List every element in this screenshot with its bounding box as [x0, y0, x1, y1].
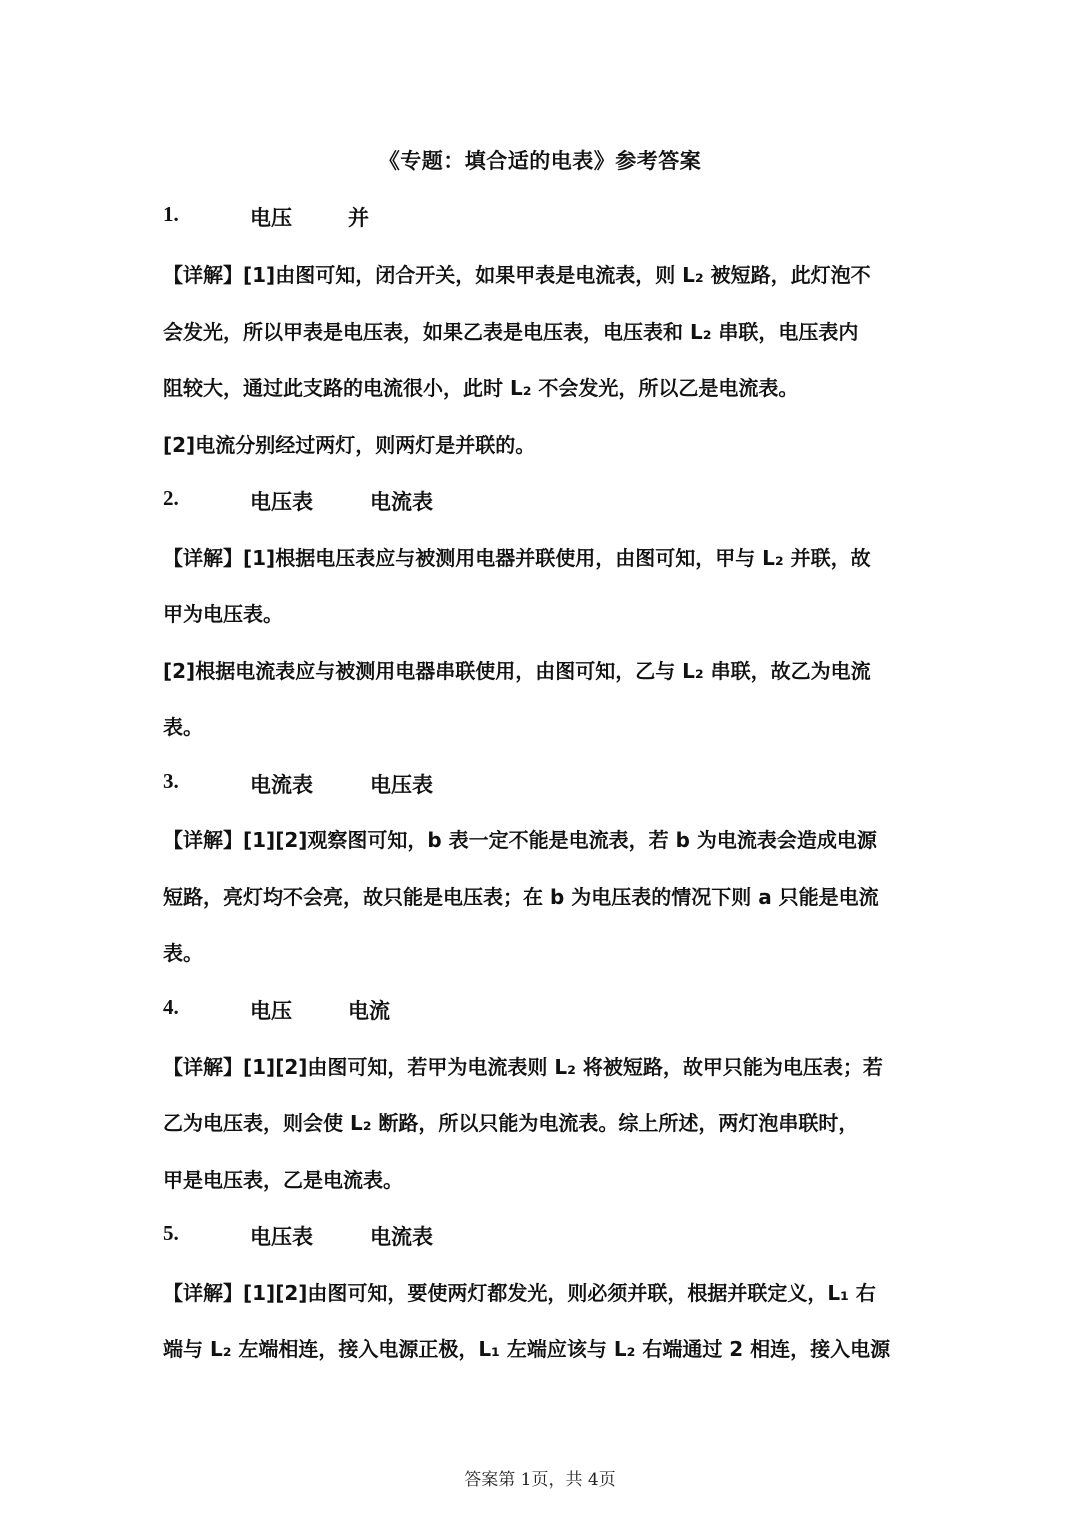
- question-number: 2.: [163, 486, 179, 510]
- explanation-line: 甲是电压表，乙是电流表。: [163, 1168, 403, 1192]
- answer-blank-2: 并: [348, 206, 369, 230]
- answer-blank-2: 电流表: [370, 1225, 433, 1249]
- answer-blank-1: 电压: [250, 999, 292, 1023]
- explanation-line: 短路，亮灯均不会亮，故只能是电压表；在 b 为电压表的情况下则 a 只能是电流: [163, 885, 879, 909]
- explanation-line: 端与 L₂ 左端相连，接入电源正极，L₁ 左端应该与 L₂ 右端通过 2 相连，接入电源: [163, 1337, 891, 1361]
- answer-blank-1: 电流表: [250, 773, 313, 797]
- explanation-line: 【详解】[1][2]由图可知，要使两灯都发光，则必须并联，根据并联定义，L₁ 右: [163, 1281, 876, 1305]
- explanation-line: 【详解】[1][2]观察图可知，b 表一定不能是电流表，若 b 为电流表会造成电源: [163, 828, 877, 852]
- answer-blank-2: 电流表: [370, 490, 433, 514]
- explanation-line: 会发光，所以甲表是电压表，如果乙表是电压表，电压表和 L₂ 串联，电压表内: [163, 320, 859, 344]
- explanation-line: [2]根据电流表应与被测用电器串联使用，由图可知，乙与 L₂ 串联，故乙为电流: [163, 659, 871, 683]
- answer-blank-1: 电压: [250, 206, 292, 230]
- explanation-line: 阻较大，通过此支路的电流很小，此时 L₂ 不会发光，所以乙是电流表。: [163, 376, 799, 400]
- answer-blank-1: 电压表: [250, 490, 313, 514]
- answer-blank-1: 电压表: [250, 1225, 313, 1249]
- explanation-line: [2]电流分别经过两灯，则两灯是并联的。: [163, 433, 536, 457]
- page-title: 《专题：填合适的电表》参考答案: [378, 149, 702, 173]
- explanation-line: 表。: [163, 715, 203, 739]
- question-number: 4.: [163, 995, 179, 1019]
- explanation-line: 【详解】[1][2]由图可知，若甲为电流表则 L₂ 将被短路，故甲只能为电压表；若: [163, 1055, 883, 1079]
- question-number: 5.: [163, 1221, 179, 1245]
- explanation-line: 【详解】[1]由图可知，闭合开关，如果甲表是电流表，则 L₂ 被短路，此灯泡不: [163, 263, 871, 287]
- explanation-line: 乙为电压表，则会使 L₂ 断路，所以只能为电流表。综上所述，两灯泡串联时，: [163, 1111, 859, 1135]
- explanation-line: 表。: [163, 941, 203, 965]
- page-footer: 答案第 1页，共 4页: [464, 1470, 616, 1490]
- answer-blank-2: 电流: [348, 999, 390, 1023]
- question-number: 3.: [163, 769, 179, 793]
- explanation-line: 【详解】[1]根据电压表应与被测用电器并联使用，由图可知，甲与 L₂ 并联，故: [163, 546, 871, 570]
- question-number: 1.: [163, 202, 179, 226]
- explanation-line: 甲为电压表。: [163, 602, 283, 626]
- answer-blank-2: 电压表: [370, 773, 433, 797]
